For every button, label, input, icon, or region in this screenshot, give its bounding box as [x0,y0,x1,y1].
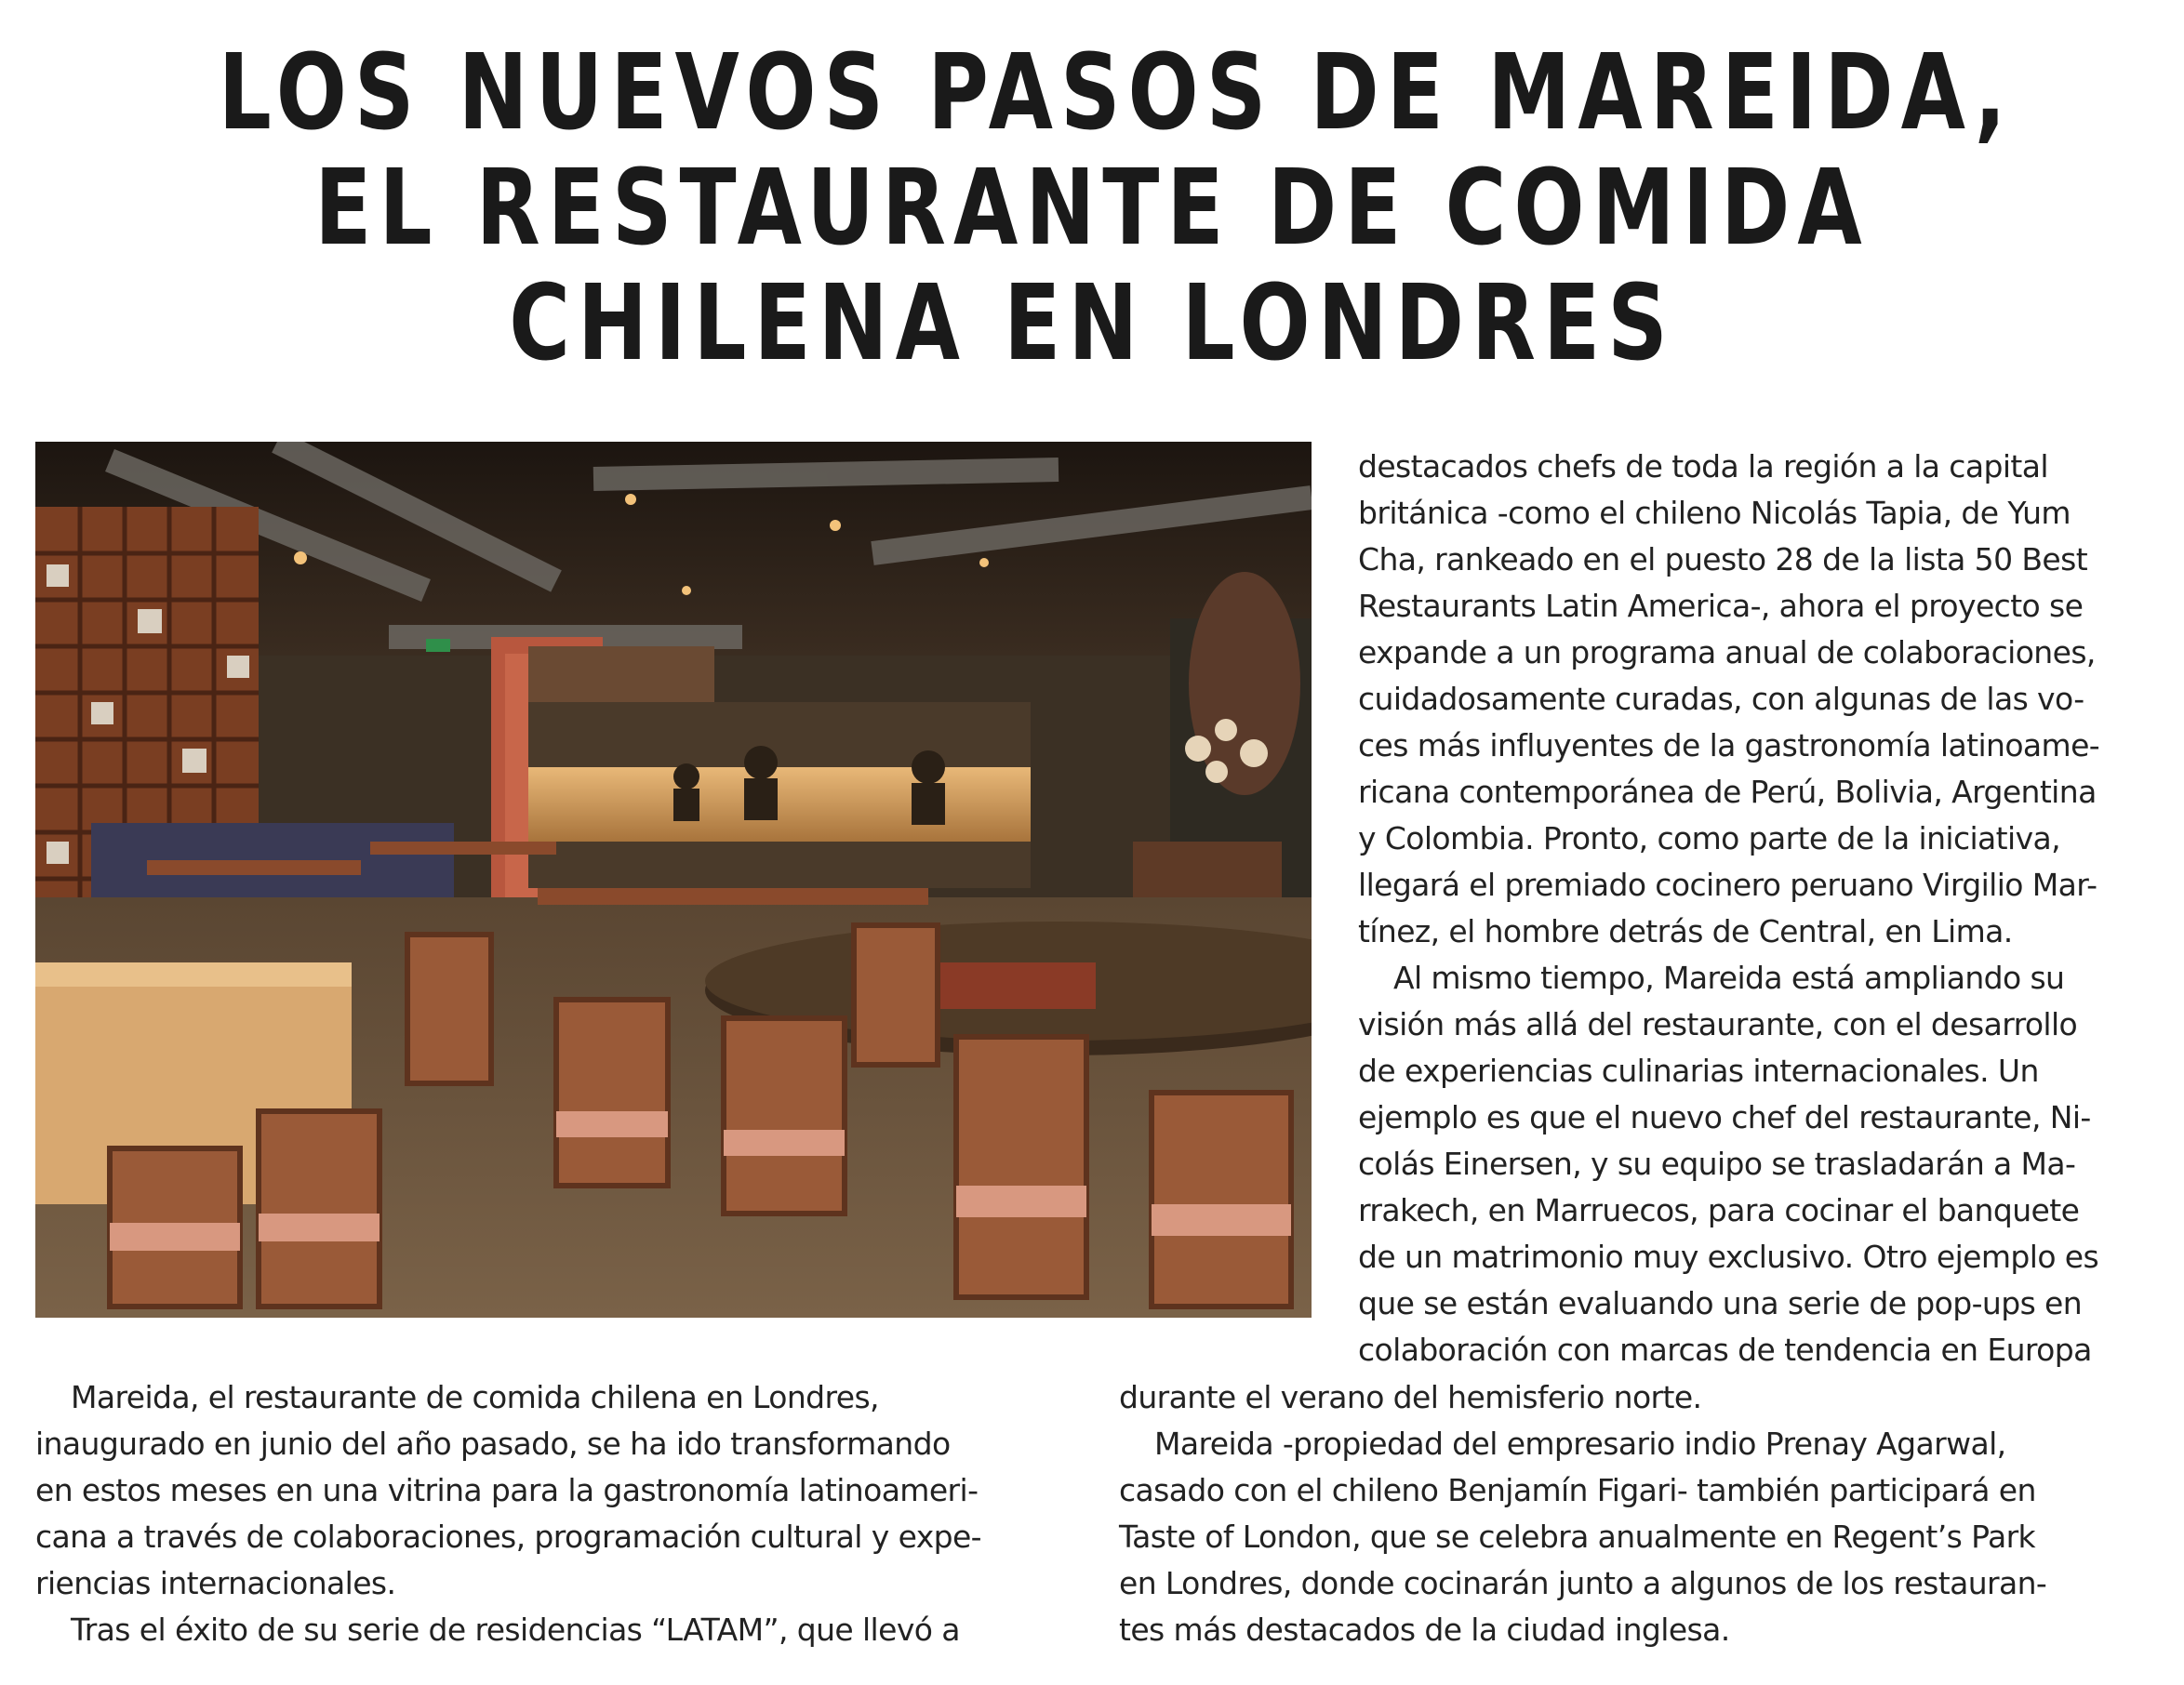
article-column-right-top [1358,444,2099,1373]
text-line: cana a través de colaboraciones, programación cultural y expe- [35,1519,981,1555]
text-line: ricana contemporánea de Perú, Bolivia, Argentina [1358,774,2097,810]
text-line: de experiencias culinarias internacionales. Un [1358,1053,2039,1089]
text-line: en estos meses en una vitrina para la gastronomía latinoameri- [35,1472,979,1508]
text-line: casado con el chileno Benjamín Figari- también participará en [1119,1472,2036,1508]
text-line: ces más influyentes de la gastronomía latinoame- [1358,727,2100,763]
text-line: inaugurado en junio del año pasado, se ha ido transformando [35,1426,951,1462]
text-line: llegará el premiado cocinero peruano Virgilio Mar- [1358,867,2097,903]
restaurant-photo-illustration [35,442,1312,1318]
text-line: de un matrimonio muy exclusivo. Otro ejemplo es [1358,1239,2099,1275]
text-line: ejemplo es que el nuevo chef del restaurante, Ni- [1358,1099,2091,1135]
title-line: LOS NUEVOS PASOS DE MAREIDA, [218,33,2014,153]
restaurant-dining-room-photo [35,442,1312,1318]
article-title [218,33,2014,384]
text-line: Al mismo tiempo, Mareida está ampliando su [1393,960,2065,996]
text-line: destacados chefs de toda la región a la capital [1358,448,2048,484]
text-line: durante el verano del hemisferio norte. [1119,1379,1702,1415]
article-column-right-bottom [1119,1374,2046,1653]
text-line: expande a un programa anual de colaboraciones, [1358,634,2096,670]
text-line: Tras el éxito de su serie de residencias “LATAM”, que llevó a [71,1612,960,1648]
text-line: y Colombia. Pronto, como parte de la iniciativa, [1358,820,2061,856]
text-line: Restaurants Latin America-, ahora el proyecto se [1358,588,2084,624]
title-line: CHILENA EN LONDRES [509,263,1675,384]
text-line: Cha, rankeado en el puesto 28 de la lista 50 Best [1358,541,2088,577]
text-line: Mareida -propiedad del empresario indio Prenay Agarwal, [1154,1426,2006,1462]
text-line: Mareida, el restaurante de comida chilena en Londres, [71,1379,879,1415]
text-line: en Londres, donde cocinarán junto a algunos de los restauran- [1119,1565,2047,1601]
text-line: tes más destacados de la ciudad inglesa. [1119,1612,1730,1648]
article-column-left [35,1374,981,1653]
text-line: británica -como el chileno Nicolás Tapia, de Yum [1358,495,2071,531]
text-line: colaboración con marcas de tendencia en Europa [1358,1332,2092,1368]
text-line: riencias internacionales. [35,1565,396,1601]
text-line: visión más allá del restaurante, con el desarrollo [1358,1006,2078,1042]
text-line: cuidadosamente curadas, con algunas de las vo- [1358,681,2084,717]
text-line: colás Einersen, y su equipo se trasladarán a Ma- [1358,1146,2076,1182]
text-line: rrakech, en Marruecos, para cocinar el banquete [1358,1192,2080,1228]
title-line: EL RESTAURANTE DE COMIDA [314,148,1870,269]
text-line: Taste of London, que se celebra anualmente en Regent’s Park [1119,1519,2036,1555]
text-line: que se están evaluando una serie de pop-ups en [1358,1285,2083,1321]
text-line: tínez, el hombre detrás de Central, en Lima. [1358,913,2013,949]
